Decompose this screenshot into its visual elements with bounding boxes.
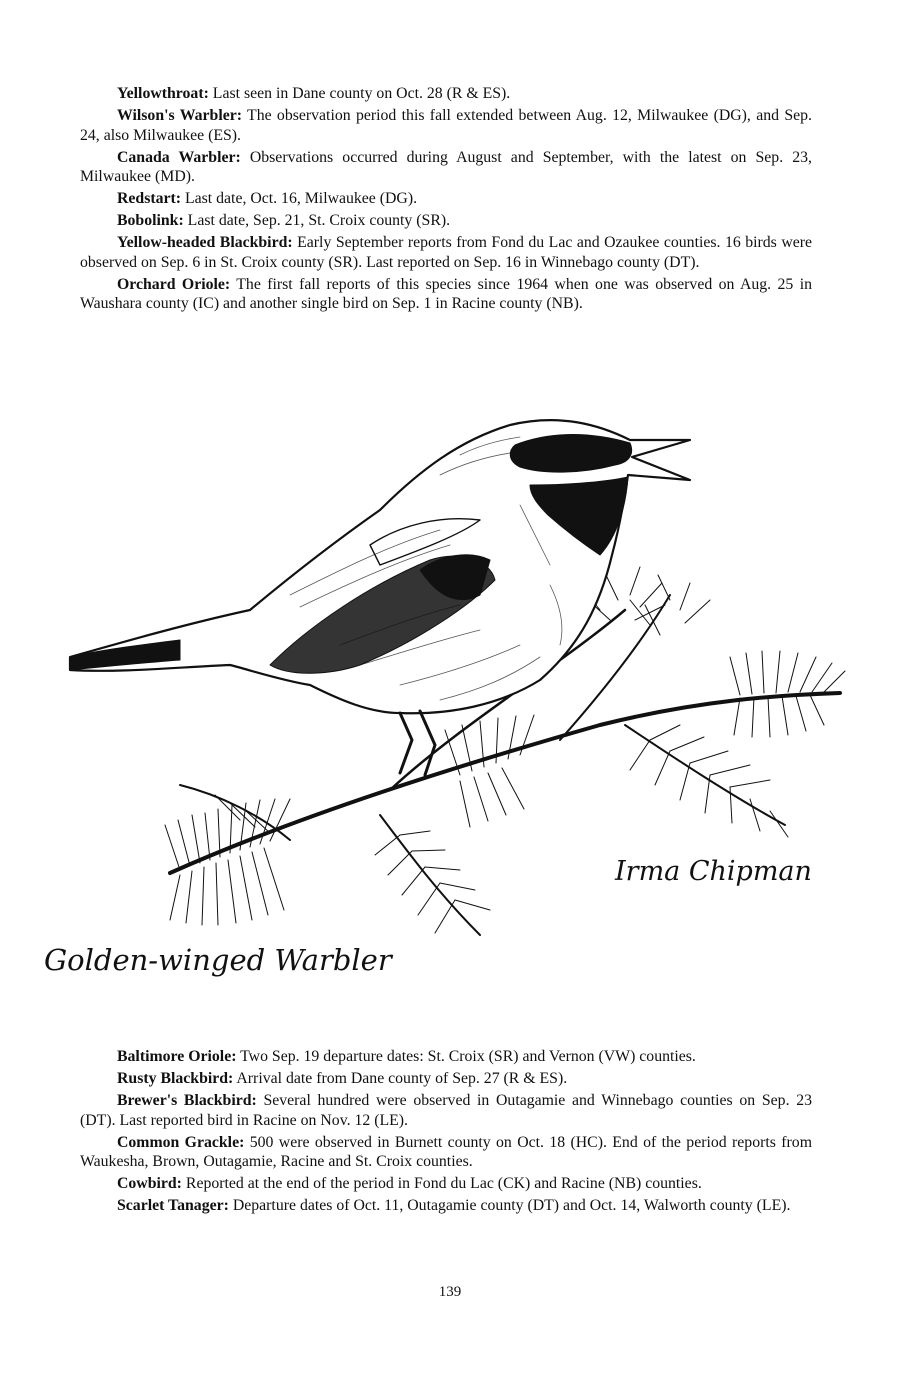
illustration-caption: Golden-winged Warbler	[44, 943, 392, 977]
species-entry	[80, 275, 812, 314]
species-name: Baltimore Oriole:	[117, 1048, 237, 1065]
species-name: Canada Warbler:	[117, 148, 241, 166]
species-note: Reported at the end of the period in Fond du Lac (CK) and Racine (NB) counties.	[181, 1175, 702, 1192]
species-entry	[80, 1069, 812, 1089]
species-name: Orchard Oriole:	[117, 275, 231, 293]
species-entry	[80, 148, 812, 187]
species-accounts-top	[80, 84, 812, 316]
species-entry	[80, 1091, 812, 1130]
species-name: Wilson's Warbler:	[117, 107, 242, 124]
species-note: The first fall reports of this species since 1964 when one was observed on Aug. 25 in Waushara county (IC) and another single bird on Sep. 1 in Racine county (NB).	[80, 275, 813, 312]
species-entry	[80, 1047, 812, 1067]
species-note: Several hundred were observed in Outagamie and Winnebago counties on Sep. 23 (DT). Last reported bird in Racine on Nov. 12 (LE).	[80, 1092, 812, 1129]
species-name: Rusty Blackbird:	[117, 1070, 234, 1087]
species-entry	[80, 1174, 812, 1194]
species-name: Scarlet Tanager:	[117, 1197, 229, 1214]
species-note: The observation period this fall extended between Aug. 12, Milwaukee (DG), and Sep. 24, also Milwaukee (ES).	[80, 107, 812, 144]
species-note: Observations occurred during August and September, with the latest on Sep. 23, Milwaukee (MD).	[80, 148, 812, 185]
species-entry	[80, 189, 812, 209]
species-note: Two Sep. 19 departure dates: St. Croix (SR) and Vernon (VW) counties.	[236, 1048, 696, 1065]
species-name: Yellow-headed Blackbird:	[117, 234, 293, 251]
species-name: Yellowthroat:	[117, 85, 209, 102]
species-name: Bobolink:	[117, 212, 184, 229]
bird	[70, 420, 690, 775]
species-entry	[80, 106, 812, 145]
species-note: Last date, Oct. 16, Milwaukee (DG).	[181, 190, 418, 207]
species-entry	[80, 1133, 812, 1172]
species-entry	[80, 1196, 812, 1216]
species-entry	[80, 84, 812, 104]
species-note: Arrival date from Dane county of Sep. 27 (R & ES).	[233, 1070, 568, 1087]
species-note: Early September reports from Fond du Lac and Ozaukee counties. 16 birds were observed on Sep. 6 in St. Croix county (SR). Last reported on Sep. 16 in Winnebago county (DT).	[80, 234, 813, 271]
artist-signature: Irma Chipman	[615, 856, 812, 887]
warbler-illustration	[40, 395, 860, 1005]
species-entry	[80, 211, 812, 231]
species-name: Common Grackle:	[117, 1133, 245, 1151]
species-name: Cowbird:	[117, 1175, 182, 1192]
species-entry	[80, 233, 812, 272]
species-note: 500 were observed in Burnett county on Oct. 18 (HC). End of the period reports from Waukesha, Brown, Outagamie, Racine and St. Croix counties.	[80, 1133, 812, 1170]
page-number: 139	[438, 1284, 462, 1300]
species-note: Last seen in Dane county on Oct. 28 (R & ES).	[208, 85, 511, 102]
species-name: Redstart:	[117, 190, 182, 207]
species-note: Departure dates of Oct. 11, Outagamie county (DT) and Oct. 14, Walworth county (LE).	[228, 1197, 791, 1214]
species-accounts-bottom	[80, 1047, 812, 1218]
species-note: Last date, Sep. 21, St. Croix county (SR).	[183, 212, 451, 229]
species-name: Brewer's Blackbird:	[117, 1092, 257, 1109]
